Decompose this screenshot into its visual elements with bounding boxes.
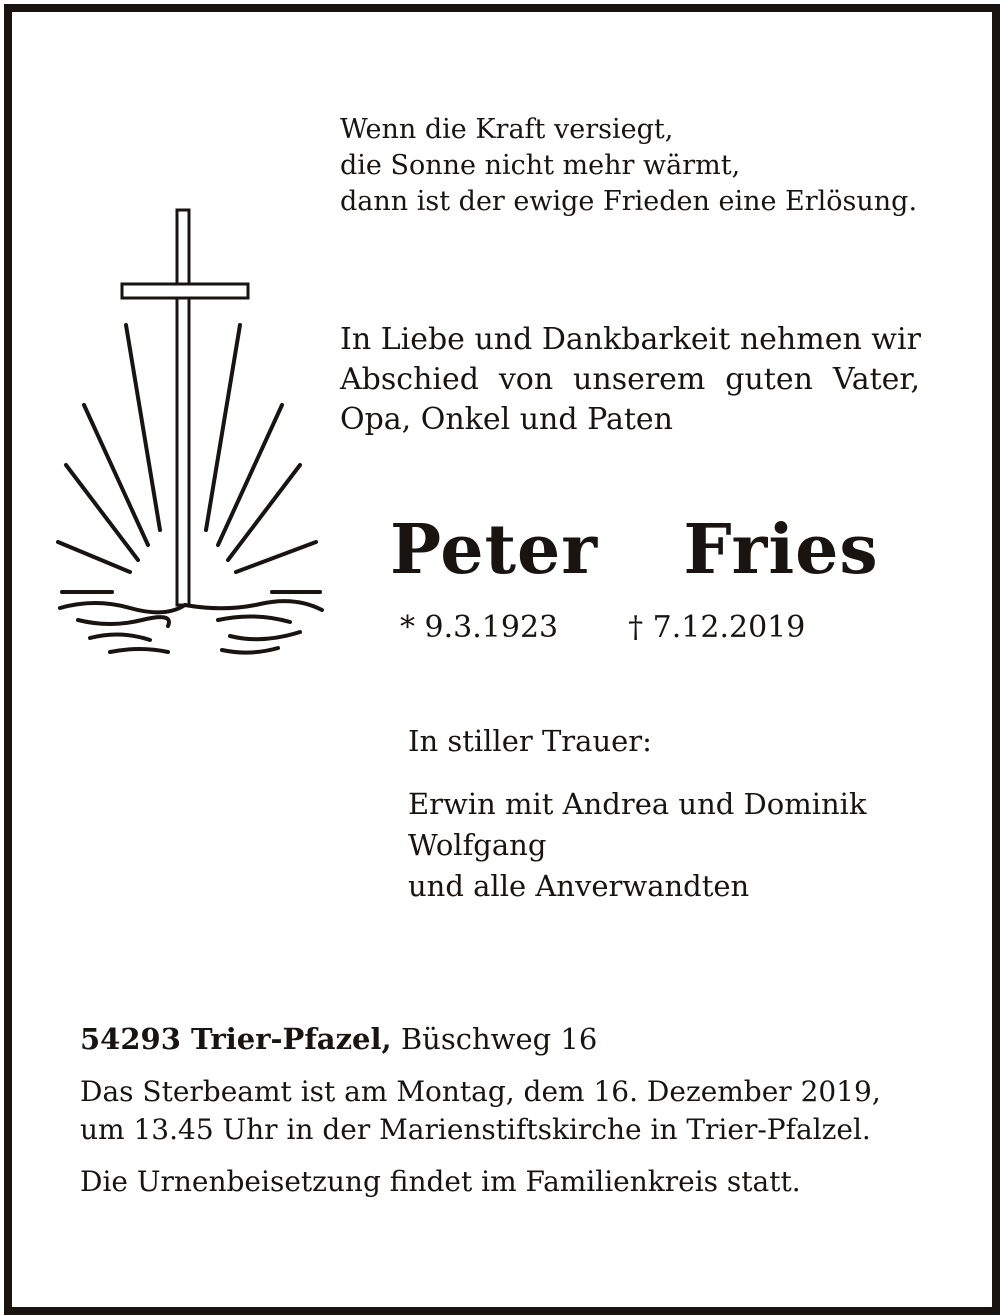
verse-line: die Sonne nicht mehr wärmt, [340, 150, 741, 181]
mourner-line: und alle Anverwandten [408, 869, 750, 903]
mourner-line: Wolfgang [408, 828, 547, 862]
deceased-name: Peter Fries [390, 510, 879, 590]
address [80, 1022, 598, 1056]
death-date: † 7.12.2019 [628, 610, 806, 645]
opening-verse [340, 112, 917, 220]
cross-with-sun-rays-icon [50, 200, 330, 670]
service-line: Das Sterbeamt ist am Montag, dem 16. Dezember 2019, [80, 1075, 881, 1108]
service-notice [80, 1073, 881, 1149]
intro-line: Opa, Onkel und Paten [340, 402, 673, 437]
service-line: um 13.45 Uhr in der Marienstiftskirche in Trier-Pfalzel. [80, 1113, 871, 1146]
birth-date: * 9.3.1923 [400, 610, 559, 645]
mourners-list [408, 784, 867, 907]
verse-line: dann ist der ewige Frieden eine Erlösung. [340, 186, 918, 217]
burial-notice: Die Urnenbeisetzung findet im Familienkreis statt. [80, 1165, 801, 1198]
address-place: 54293 Trier-Pfazel, [80, 1022, 392, 1056]
mourning-heading: In stiller Trauer: [408, 724, 652, 758]
life-dates [400, 610, 806, 645]
mourner-line: Erwin mit Andrea und Dominik [408, 787, 867, 821]
address-street: Büschweg 16 [400, 1022, 598, 1056]
intro-line: In Liebe und Dankbarkeit nehmen wir [340, 322, 921, 357]
farewell-intro [340, 320, 920, 440]
intro-line: Abschied von unserem guten Vater, [340, 362, 920, 397]
verse-line: Wenn die Kraft versiegt, [340, 114, 674, 145]
